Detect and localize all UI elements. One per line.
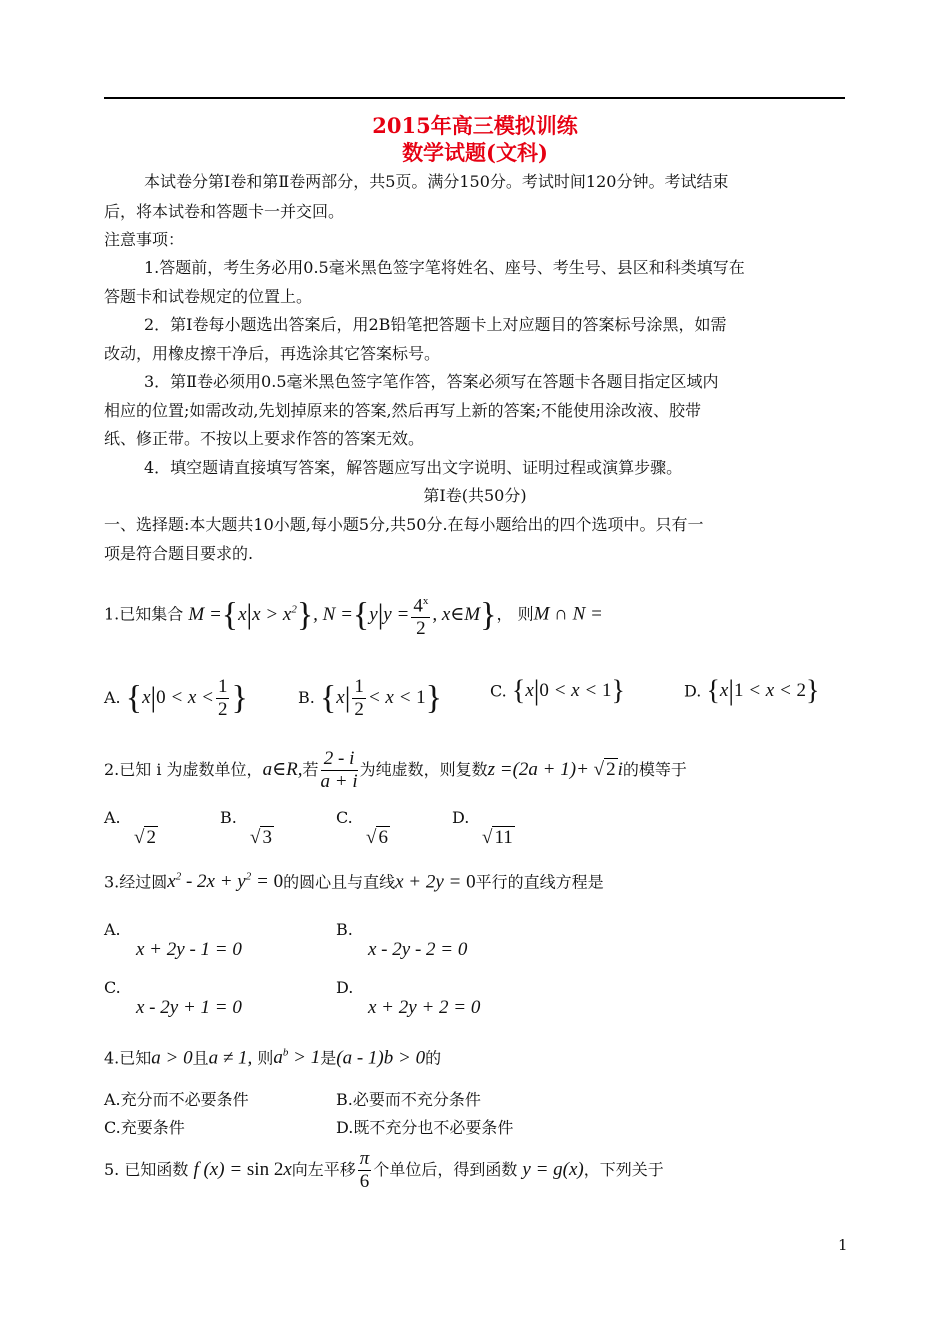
q1-then: 则 — [517, 604, 534, 624]
q1-stem: 1.已知集合 — [104, 604, 184, 624]
q1-option-c: C. {x|0 < x < 1} — [490, 676, 625, 707]
section-heading: 第Ⅰ卷(共50分) — [423, 486, 527, 505]
note-3c: 纸、修正带。不按以上要求作答的答案无效。 — [104, 429, 425, 448]
q2-option-b: B. √ 3 — [220, 808, 272, 848]
question-1: 1.已知集合 $M =\{x|x > x^2\}$, N ={y|y = $\frac{4^x}{2}$ , x∈M}， 则M ∩ N = — [104, 590, 603, 640]
note-2a: 2．第Ⅰ卷每小题选出答案后，用2B铅笔把答题卡上对应题目的答案标号涂黑，如需 — [144, 315, 727, 334]
q4-option-a: A.充分而不必要条件 — [104, 1090, 249, 1109]
note-2b: 改动，用橡皮擦干净后，再选涂其它答案标号。 — [104, 344, 441, 363]
intro-line-1: 本试卷分第Ⅰ卷和第Ⅱ卷两部分，共5页。满分150分。考试时间120分钟。考试结束 — [144, 172, 729, 191]
question-2: 2.已知 i 为虚数单位，a∈R,若 $\frac{2 - i}{a + i}$ 为纯虚数，则复数z =(2a + 1)+ √ 2 i的模等于 — [104, 748, 687, 793]
exam-subtitle: 数学试题(文科) — [402, 140, 548, 165]
q2-option-a: A. √ 2 — [104, 808, 156, 848]
q4-option-b: B.必要而不充分条件 — [336, 1090, 481, 1109]
header-rule — [104, 97, 845, 99]
question-3: 3.经过圆$x^2 - 2x + y^2 = 0$的圆心且与直线x + 2y = 0平行的直线方程是 — [104, 871, 604, 893]
q1-option-d: D. {x|1 < x < 2} — [684, 676, 820, 707]
q2-option-c: C. √ 6 — [336, 808, 388, 848]
q3-option-b: B. x - 2y - 2 = 0 — [336, 920, 468, 960]
q3-option-d: D. x + 2y + 2 = 0 — [336, 978, 481, 1018]
page-number: 1 — [838, 1236, 848, 1254]
note-1b: 答题卡和试卷规定的位置上。 — [104, 287, 313, 306]
notes-heading: 注意事项： — [104, 230, 185, 249]
q3-option-c: C. x - 2y + 1 = 0 — [104, 978, 242, 1018]
q1-option-b: B. {x| $\frac{1}{2}$ < x < 1} — [298, 676, 442, 720]
q1-formula: $M =\{x|x > x^2\}$, N ={y|y = $\frac{4^x}{2}$ , x∈M} — [188, 604, 496, 625]
q4-option-d: D.既不充分也不必要条件 — [336, 1118, 514, 1137]
q1-option-a: A. {x|0 < x < $\frac{1}{2}$ } — [104, 676, 248, 720]
question-4: 4.已知a > 0且a ≠ 1, 则$a^b > 1$是(a - 1)b > 0的 — [104, 1047, 442, 1069]
note-1a: 1.答题前，考生务必用0.5毫米黑色签字笔将姓名、座号、考生号、县区和科类填写在 — [144, 258, 745, 277]
q4-option-c: C.充要条件 — [104, 1118, 185, 1137]
q3-option-a: A. x + 2y - 1 = 0 — [104, 920, 242, 960]
q2-option-d: D. √ 11 — [452, 808, 513, 848]
note-4: 4．填空题请直接填写答案，解答题应写出文字说明、证明过程或演算步骤。 — [144, 458, 683, 477]
note-3b: 相应的位置;如需改动,先划掉原来的答案,然后再写上新的答案;不能使用涂改液、胶带 — [104, 401, 701, 420]
note-3a: 3．第Ⅱ卷必须用0.5毫米黑色签字笔作答，答案必须写在答题卡各题目指定区域内 — [144, 372, 719, 391]
question-5: 5. 已知函数 f (x) = sin 2x向左平移 $\frac{\pi}{6}$ 个单位后，得到函数 y = g(x)，下列关于 — [104, 1148, 664, 1193]
exam-title: 2015年高三模拟训练 — [372, 113, 578, 138]
intro-line-2: 后，将本试卷和答题卡一并交回。 — [104, 202, 345, 221]
section-desc-2: 项是符合题目要求的. — [104, 544, 254, 563]
section-desc-1: 一、选择题:本大题共10小题,每小题5分,共50分.在每小题给出的四个选项中。只有一 — [104, 515, 704, 534]
